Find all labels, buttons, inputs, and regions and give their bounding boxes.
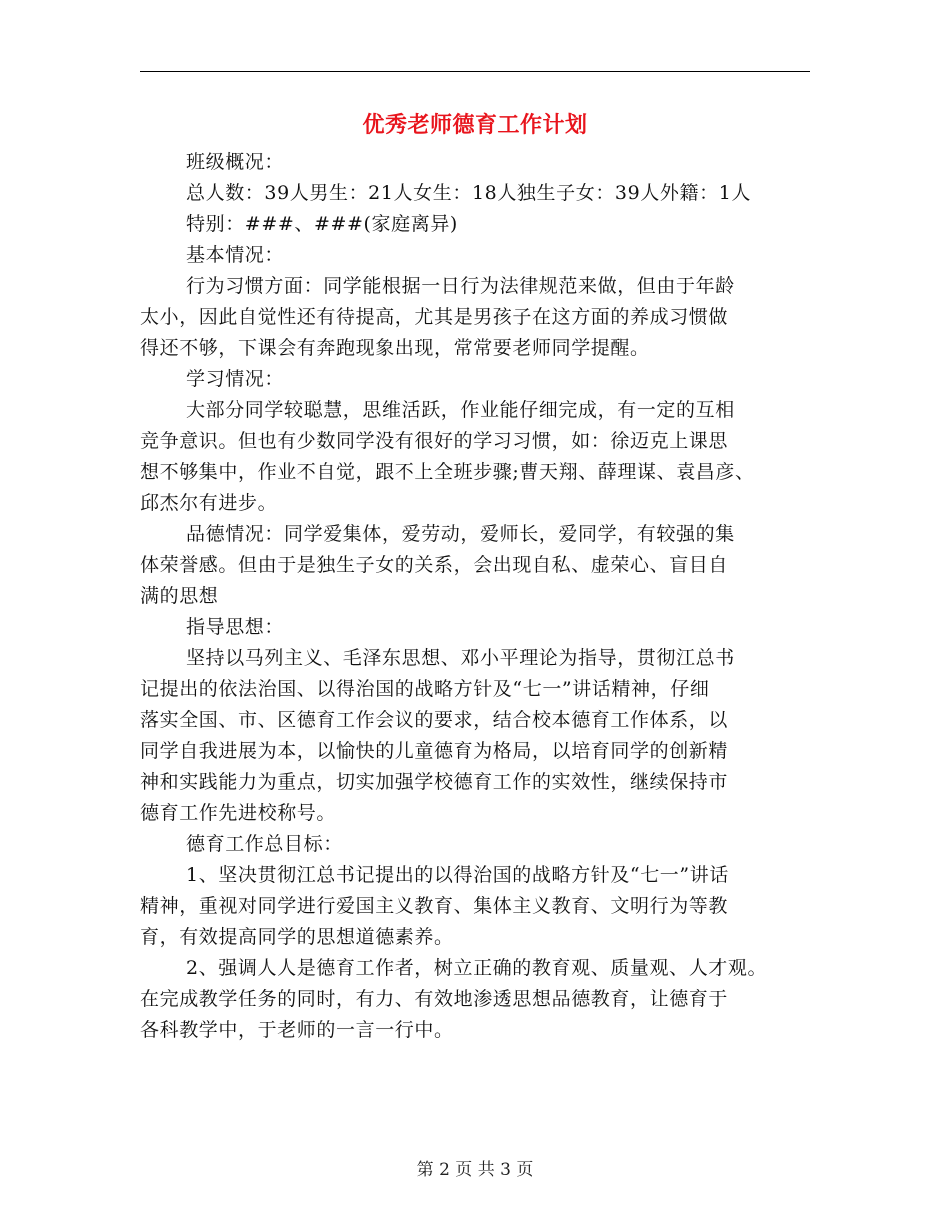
document-title: 优秀老师德育工作计划 [362,112,588,138]
paragraph: 总人数：39人男生：21人女生：18人独生子女：39人外籍：1人 [186,182,751,204]
paragraph: 班级概况： [186,151,285,173]
paragraph: 2、强调人人是德育工作者，树立正确的教育观、质量观、人才观。 在完成教学任务的同时，有力、有效地渗透思想品德教育，让德育于 各科教学中，于老师的一言一行中。 [140,957,768,1041]
paragraph: 德育工作总目标： [186,833,343,855]
paragraph: 品德情况：同学爱集体，爱劳动，爱师长，爱同学，有较强的集 体荣誉感。但由于是独生子女的关系，会出现自私、虚荣心、盲目自 满的思想 [140,523,735,607]
paragraph: 指导思想： [186,616,285,638]
paragraph: 大部分同学较聪慧，思维活跃，作业能仔细完成，有一定的互相 竞争意识。但也有少数同学没有很好的学习习惯，如：徐迈克上课思 想不够集中，作业不自觉，跟不上全班步骤;曹天翔、薛理谋、袁昌彦、 邱杰尔有进步。 [140,399,755,514]
page-number: 第 2 页 共 3 页 [416,1160,534,1180]
paragraph: 特别：###、###(家庭离异) [186,213,458,235]
paragraph: 1、坚决贯彻江总书记提出的以得治国的战略方针及“七一”讲话 精神，重视对同学进行爱国主义教育、集体主义教育、文明行为等教 育，有效提高同学的思想道德素养。 [140,864,729,948]
paragraph: 坚持以马列主义、毛泽东思想、邓小平理论为指导，贯彻江总书 记提出的依法治国、以得治国的战略方针及“七一”讲话精神，仔细 落实全国、市、区德育工作会议的要求，结合校本德育工作体系，以 同学自我进展为本，以愉快的儿童德育为格局，以培育同学的创新精 神和实践能力为重点，切实加强学校德育工作的实效性，继续保持市 德育工作先进校称号。 [140,647,735,824]
header-rule [140,71,810,72]
paragraph: 学习情况： [186,368,285,390]
paragraph: 基本情况： [186,244,285,266]
document-body [140,147,830,1046]
paragraph: 行为习惯方面：同学能根据一日行为法律规范来做，但由于年龄 太小，因此自觉性还有待提高，尤其是男孩子在这方面的养成习惯做 得还不够，下课会有奔跑现象出现，常常要老师同学提醒。 [140,275,735,359]
